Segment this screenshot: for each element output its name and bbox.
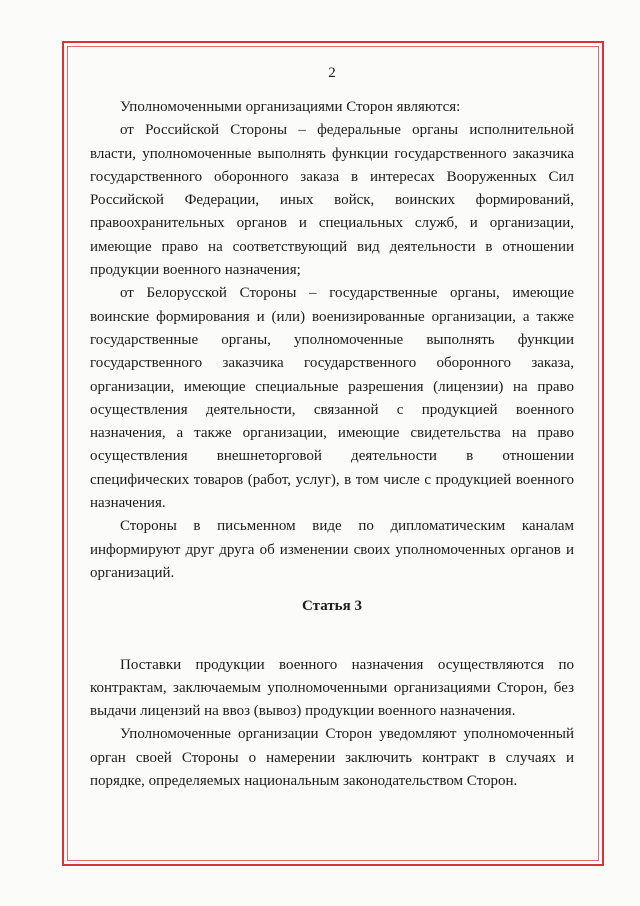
- paragraph: Уполномоченными организациями Сторон являются:: [120, 99, 461, 115]
- page-number: 2: [328, 65, 336, 81]
- paragraph: от Белорусской Стороны – государственные органы, имеющие воинские формирования и (или) военизированные организации, а также государственные органы, уполномоченные выполнять функции государственного заказчика государственного оборонного заказа, организации, имеющие специальные разрешения (лицензии) на право осуществления деятельности, связанной с продукцией военного назначения, а также организации, имеющие свидетельства на право осуществления внешнеторговой деятельности в отношении специфических товаров (работ, услуг), в том числе с продукцией военного назначения.: [90, 285, 574, 512]
- document-body: [90, 62, 574, 793]
- paragraph: Поставки продукции военного назначения осуществляются по контрактам, заключаемым уполномоченными организациями Сторон, без выдачи лицензий на ввоз (вывоз) продукции военного назначения.: [90, 656, 574, 720]
- paragraph: Уполномоченные организации Сторон уведомляют уполномоченный орган своей Стороны о намерении заключить контракт в случаях и порядке, определяемых национальным законодательством Сторон.: [90, 726, 574, 790]
- paragraph: от Российской Стороны – федеральные органы исполнительной власти, уполномоченные выполнять функции государственного заказчика государственного оборонного заказа в интересах Вооруженных Сил Российской Федерации, иных войск, воинских формирований, правоохранительных органов и специальных служб, и организации, имеющие право на соответствующий вид деятельности в отношении продукции военного назначения;: [90, 122, 574, 279]
- article-heading: Статья 3: [302, 598, 362, 615]
- paragraph: Стороны в письменном виде по дипломатическим каналам информируют друг друга об изменении своих уполномоченных органов и организаций.: [90, 518, 574, 581]
